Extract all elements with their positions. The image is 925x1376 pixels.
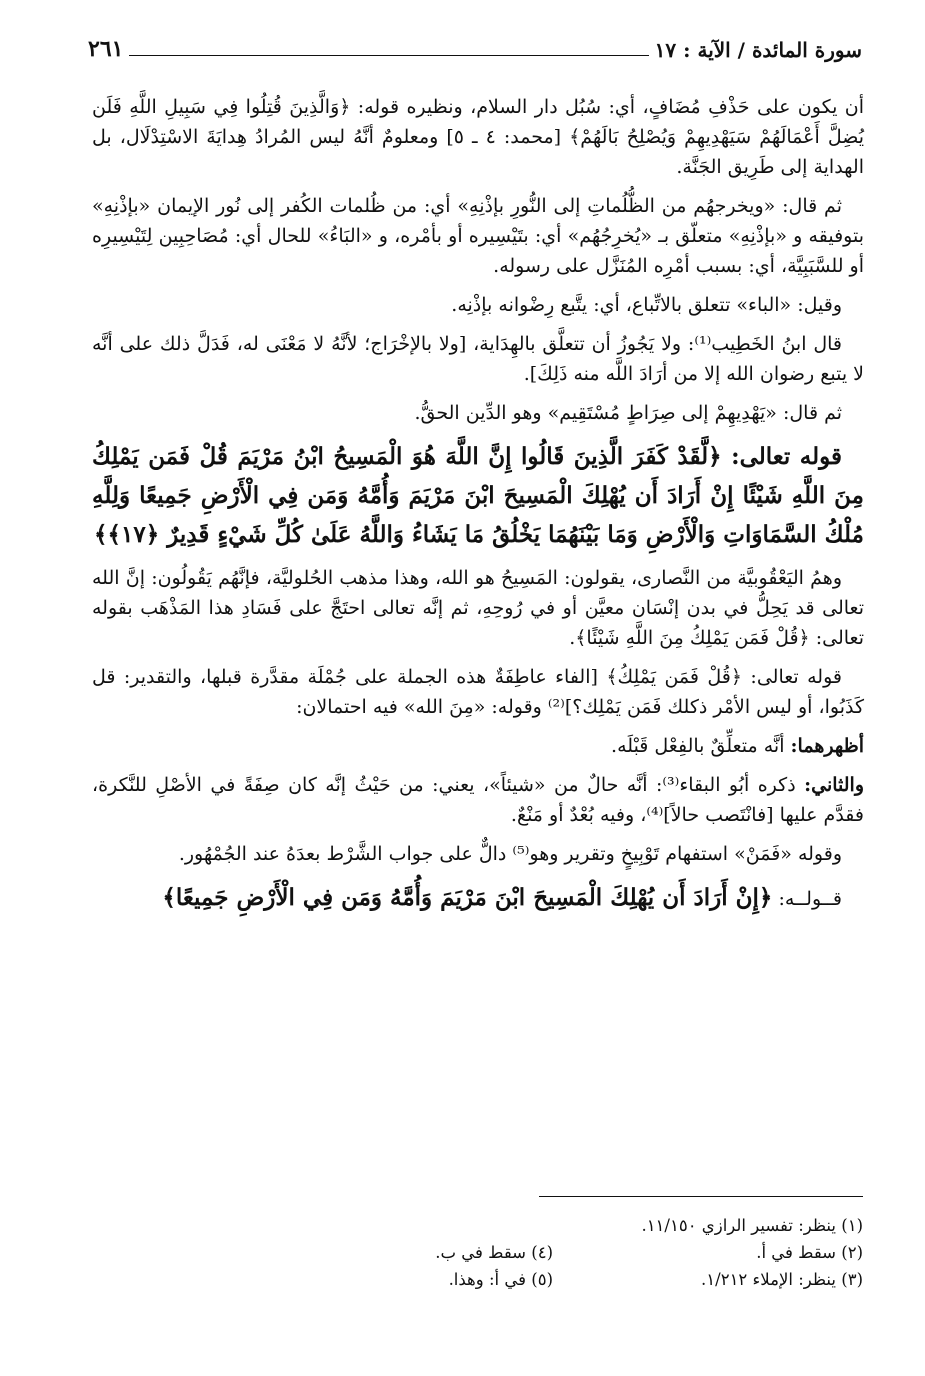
footnote-1: (١) ينظر: تفسير الرازي ١١/١٥٠. bbox=[641, 1216, 863, 1235]
header-surah-title: سورة المائدة / الآية : ١٧ bbox=[654, 38, 862, 62]
verse-intro: قوله تعالى: bbox=[721, 443, 843, 470]
paragraph-7: قوله تعالى: ﴿قُلْ فَمَن يَمْلِكُ﴾ [الفاء عاطِفَةٌ هذه الجملة على جُمْلَة مقدَّرة قبلها، والتقدير: قل كَذَبُوا، أو ليس الأمْر ذكلك فَمَن يَمْلِك؟]⁽²⁾ وقوله: «مِنَ الله» فيه احتمالان: bbox=[92, 666, 864, 718]
footnote-row bbox=[323, 1266, 863, 1293]
paragraph-3: وقيل: «الباء» تتعلق بالاتِّباع، أي: يتَّبع رِضْوانه بإذْنِه. bbox=[451, 294, 842, 316]
footnotes bbox=[323, 1212, 863, 1293]
footnote-separator bbox=[539, 1196, 863, 1197]
header-rule bbox=[129, 55, 648, 56]
running-header bbox=[88, 32, 862, 62]
paragraph-6: وهمُ اليَعْقُوبيَّة من النَّصارى، يقولون: المَسِيحُ هو الله، وهذا مذهب الحُلوليَّة، فإنَّهُم يَقُولُون: إنَّ الله تعالى قد يَحِلُّ في بدن إنْسَان معيَّن أو في رُوحِهِ، ثم إنَّه تعالى احتَجَّ على فَسَادِ هذا المَذْهَب بقوله تعالى: ﴿قُلْ فَمَن يَمْلِكُ مِنَ اللَّهِ شَيْئًا﴾. bbox=[92, 567, 864, 649]
verse-2-intro: قــولــه: bbox=[772, 888, 842, 910]
paragraph-1: أن يكون على حَذْفِ مُضَافٍ، أي: سُبُل دار السلام، ونظيره قوله: ﴿وَالَّذِينَ قُتِلُوا فِي سَبِيلِ اللَّهِ فَلَن يُضِلَّ أَعْمَالَهُمْ سَيَهْدِيهِمْ وَيُصْلِحُ بَالَهُمْ﴾ [محمد: ٤ ـ ٥] ومعلومٌ أنَّهُ ليس المُرادُ هِدايَةَ الاسْتِدْلَال، بل الهداية إلى طَرِيق الجَنَّة. bbox=[92, 96, 864, 178]
footnote-5: (٥) في أ: وهذا. bbox=[448, 1270, 553, 1289]
paragraph-9 bbox=[92, 770, 864, 830]
label-first-view: أظهرهما: bbox=[790, 735, 864, 757]
paragraph-10: وقوله «فَمَنْ» استفهام تَوْبِيخٍ وتقرير وهو⁽⁵⁾ دالٌّ على جواب الشَّرْط بعدَهُ عند الجُمْهُور. bbox=[178, 843, 842, 865]
footnote-3: (٣) ينظر: الإملاء ١/٢١٢. bbox=[701, 1270, 863, 1289]
footnote-4: (٤) سقط في ب. bbox=[435, 1243, 553, 1262]
paragraph-5: ثم قال: «يَهْدِيهِمْ إلى صِرَاطٍ مُسْتَقِيم» وهو الدِّين الحقُّ. bbox=[414, 402, 842, 424]
paragraph-8-text: أنَّه متعلِّقٌ بالفِعْل قَبْلَه. bbox=[611, 735, 791, 757]
page-body bbox=[92, 92, 864, 926]
footnote-row bbox=[323, 1239, 863, 1266]
verse-2-text: ﴿إِنْ أَرَادَ أَن يُهْلِكَ الْمَسِيحَ ابْنَ مَرْيَمَ وَأُمَّهُ وَمَن فِي الْأَرْضِ جَمِيعًا﴾ bbox=[162, 884, 773, 911]
footnote-2: (٢) سقط في أ. bbox=[756, 1243, 863, 1262]
paragraph-11 bbox=[92, 878, 864, 917]
paragraph-4: قال ابنُ الخَطِيب⁽¹⁾: ولا يَجُوزُ أن تتعلَّق بالهِدَاية، [ولا بالإخْرَاج؛ لأنَّهُ لا مَعْنَى له، فَدَلَّ ذلك على أنَّه لا يتبع رضوان الله إلا من أرَادَ اللَّه منه ذَلِكَ]. bbox=[92, 333, 864, 385]
paragraph-9-text: ذكره أبُو البقاء⁽³⁾: أنَّه حالٌ من «شيئاً»، يعني: من حَيْثُ إنَّه كان صِفَةً في الأصْلِ للنَّكرة، فقدَّم عليها [فانْتَصب حالاً]⁽⁴⁾، وفيه بُعْدٌ أو مَنْعٌ. bbox=[92, 774, 864, 826]
page-number: ٢٦١ bbox=[88, 36, 124, 62]
paragraph-2: ثم قال: «ويخرجهُم من الظُّلُماتِ إلى النُّورِ بإذْنِهِ» أي: من ظُلمات الكُفر إلى نُور الإيمان «بإذْنِهِ» بتوفيقه و «بإذْنِهِ» متعلّق بـ «يُخرِجُهُم» أي: بتَيْسِيره أو بأمْره، و «البَاءُ» للحال أي: مُصَاحِبِين لِتَيْسِيرِه أو للسَّبَبِيَّة، أي: بسبب أمْرِه المُنَزَّل على رسوله. bbox=[92, 195, 864, 277]
footnote-row bbox=[323, 1212, 863, 1239]
quran-verse-block bbox=[92, 437, 864, 554]
paragraph-8 bbox=[92, 731, 864, 761]
verse-text: ﴿لَّقَدْ كَفَرَ الَّذِينَ قَالُوا إِنَّ اللَّهَ هُوَ الْمَسِيحُ ابْنُ مَرْيَمَ قُلْ فَمَن يَمْلِكُ مِنَ اللَّهِ شَيْئًا إِنْ أَرَادَ أَن يُهْلِكَ الْمَسِيحَ ابْنَ مَرْيَمَ وَأُمَّهُ وَمَن فِي الْأَرْضِ جَمِيعًا وَلِلَّهِ مُلْكُ السَّمَاوَاتِ وَالْأَرْضِ وَمَا بَيْنَهُمَا يَخْلُقُ مَا يَشَاءُ وَاللَّهُ عَلَىٰ كُلِّ شَيْءٍ قَدِيرٌ ﴿١٧﴾﴾ bbox=[92, 443, 864, 548]
label-second-view: والثاني: bbox=[804, 774, 864, 796]
